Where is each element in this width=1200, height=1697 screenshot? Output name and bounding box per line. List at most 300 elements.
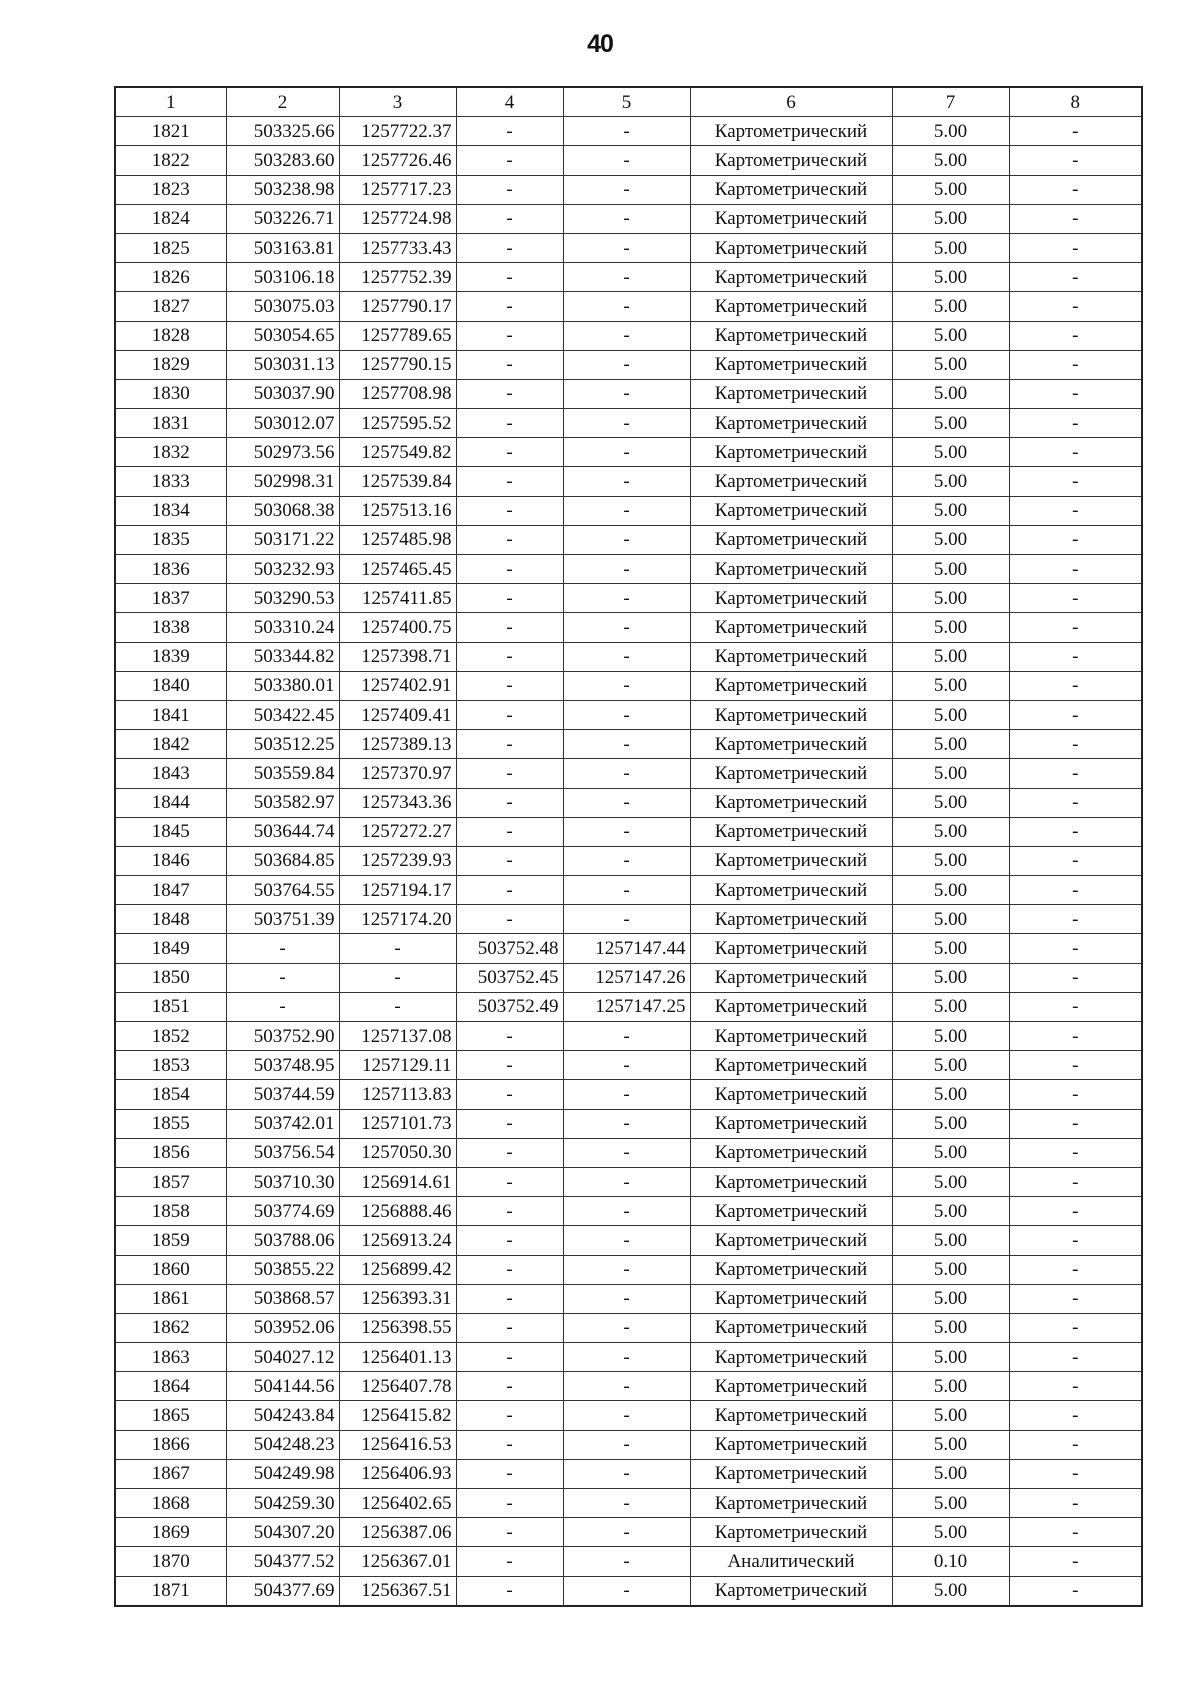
accuracy-cell: 5.00	[892, 613, 1009, 642]
x-coordinate-cell: -	[226, 963, 339, 992]
y-new-cell: -	[563, 1080, 690, 1109]
accuracy-cell: 5.00	[892, 759, 1009, 788]
y-new-cell: -	[563, 788, 690, 817]
description-cell: -	[1009, 700, 1142, 729]
method-cell: Картометрический	[690, 1401, 892, 1430]
method-cell: Картометрический	[690, 555, 892, 584]
y-coordinate-cell: 1257402.91	[339, 671, 456, 700]
point-number-cell: 1862	[115, 1313, 226, 1342]
method-cell: Картометрический	[690, 1430, 892, 1459]
method-cell: Картометрический	[690, 146, 892, 175]
table-row	[115, 496, 1142, 525]
description-cell: -	[1009, 204, 1142, 233]
point-number-cell: 1828	[115, 321, 226, 350]
table-row	[115, 175, 1142, 204]
y-new-cell: -	[563, 1372, 690, 1401]
x-new-cell: -	[456, 1255, 563, 1284]
y-coordinate-cell: -	[339, 934, 456, 963]
y-new-cell: -	[563, 146, 690, 175]
x-new-cell: -	[456, 1284, 563, 1313]
y-coordinate-cell: 1256393.31	[339, 1284, 456, 1313]
coordinates-table	[114, 86, 1143, 1607]
point-number-cell: 1854	[115, 1080, 226, 1109]
method-cell: Картометрический	[690, 905, 892, 934]
x-coordinate-cell: 503742.01	[226, 1109, 339, 1138]
accuracy-cell: 5.00	[892, 1226, 1009, 1255]
description-cell: -	[1009, 1343, 1142, 1372]
method-cell: Картометрический	[690, 1518, 892, 1547]
column-header: 4	[456, 87, 563, 117]
y-coordinate-cell: 1257343.36	[339, 788, 456, 817]
table-row	[115, 876, 1142, 905]
accuracy-cell: 5.00	[892, 1284, 1009, 1313]
x-new-cell: -	[456, 350, 563, 379]
table-row	[115, 700, 1142, 729]
accuracy-cell: 5.00	[892, 1051, 1009, 1080]
column-header: 1	[115, 87, 226, 117]
accuracy-cell: 5.00	[892, 788, 1009, 817]
x-new-cell: -	[456, 1138, 563, 1167]
x-coordinate-cell: 503037.90	[226, 379, 339, 408]
y-new-cell: -	[563, 204, 690, 233]
point-number-cell: 1826	[115, 263, 226, 292]
y-coordinate-cell: 1257752.39	[339, 263, 456, 292]
x-coordinate-cell: 503054.65	[226, 321, 339, 350]
description-cell: -	[1009, 1576, 1142, 1606]
x-new-cell: -	[456, 1489, 563, 1518]
y-new-cell: -	[563, 1489, 690, 1518]
description-cell: -	[1009, 467, 1142, 496]
point-number-cell: 1869	[115, 1518, 226, 1547]
y-new-cell: -	[563, 1459, 690, 1488]
y-new-cell: -	[563, 1022, 690, 1051]
x-new-cell: -	[456, 642, 563, 671]
point-number-cell: 1832	[115, 438, 226, 467]
y-new-cell: -	[563, 846, 690, 875]
x-coordinate-cell: 503106.18	[226, 263, 339, 292]
method-cell: Картометрический	[690, 1167, 892, 1196]
x-coordinate-cell: 503283.60	[226, 146, 339, 175]
y-new-cell: -	[563, 263, 690, 292]
description-cell: -	[1009, 1022, 1142, 1051]
point-number-cell: 1844	[115, 788, 226, 817]
column-header: 2	[226, 87, 339, 117]
y-coordinate-cell: -	[339, 992, 456, 1021]
method-cell: Картометрический	[690, 233, 892, 262]
description-cell: -	[1009, 1459, 1142, 1488]
x-new-cell: -	[456, 233, 563, 262]
y-new-cell: -	[563, 700, 690, 729]
x-new-cell: -	[456, 1372, 563, 1401]
x-coordinate-cell: 503952.06	[226, 1313, 339, 1342]
y-new-cell: -	[563, 321, 690, 350]
table-row	[115, 117, 1142, 146]
x-new-cell: -	[456, 1109, 563, 1138]
x-new-cell: -	[456, 876, 563, 905]
method-cell: Картометрический	[690, 292, 892, 321]
x-coordinate-cell: 504377.69	[226, 1576, 339, 1606]
x-new-cell: -	[456, 1459, 563, 1488]
point-number-cell: 1864	[115, 1372, 226, 1401]
method-cell: Картометрический	[690, 876, 892, 905]
x-new-cell: -	[456, 671, 563, 700]
description-cell: -	[1009, 350, 1142, 379]
table-row	[115, 1138, 1142, 1167]
method-cell: Картометрический	[690, 934, 892, 963]
accuracy-cell: 5.00	[892, 876, 1009, 905]
method-cell: Картометрический	[690, 671, 892, 700]
method-cell: Картометрический	[690, 992, 892, 1021]
description-cell: -	[1009, 146, 1142, 175]
accuracy-cell: 5.00	[892, 321, 1009, 350]
accuracy-cell: 5.00	[892, 700, 1009, 729]
accuracy-cell: 5.00	[892, 584, 1009, 613]
accuracy-cell: 0.10	[892, 1547, 1009, 1576]
description-cell: -	[1009, 671, 1142, 700]
x-coordinate-cell: 504144.56	[226, 1372, 339, 1401]
point-number-cell: 1856	[115, 1138, 226, 1167]
x-coordinate-cell: 503756.54	[226, 1138, 339, 1167]
y-coordinate-cell: 1257717.23	[339, 175, 456, 204]
description-cell: -	[1009, 321, 1142, 350]
y-coordinate-cell: 1257790.17	[339, 292, 456, 321]
accuracy-cell: 5.00	[892, 1372, 1009, 1401]
accuracy-cell: 5.00	[892, 496, 1009, 525]
description-cell: -	[1009, 525, 1142, 554]
point-number-cell: 1868	[115, 1489, 226, 1518]
x-coordinate-cell: 503684.85	[226, 846, 339, 875]
x-coordinate-cell: 503310.24	[226, 613, 339, 642]
method-cell: Картометрический	[690, 350, 892, 379]
y-new-cell: -	[563, 817, 690, 846]
x-new-cell: 503752.49	[456, 992, 563, 1021]
point-number-cell: 1853	[115, 1051, 226, 1080]
point-number-cell: 1871	[115, 1576, 226, 1606]
description-cell: -	[1009, 817, 1142, 846]
x-new-cell: -	[456, 905, 563, 934]
x-new-cell: -	[456, 584, 563, 613]
accuracy-cell: 5.00	[892, 963, 1009, 992]
table-row	[115, 1255, 1142, 1284]
y-new-cell: -	[563, 117, 690, 146]
x-coordinate-cell: 503868.57	[226, 1284, 339, 1313]
table-body	[115, 117, 1142, 1606]
point-number-cell: 1827	[115, 292, 226, 321]
point-number-cell: 1824	[115, 204, 226, 233]
y-new-cell: -	[563, 642, 690, 671]
method-cell: Картометрический	[690, 730, 892, 759]
table-row	[115, 1080, 1142, 1109]
x-coordinate-cell: 503559.84	[226, 759, 339, 788]
table-row	[115, 1489, 1142, 1518]
y-new-cell: -	[563, 496, 690, 525]
accuracy-cell: 5.00	[892, 1459, 1009, 1488]
y-coordinate-cell: 1256407.78	[339, 1372, 456, 1401]
x-coordinate-cell: 503764.55	[226, 876, 339, 905]
table-row	[115, 963, 1142, 992]
x-new-cell: -	[456, 467, 563, 496]
method-cell: Картометрический	[690, 1255, 892, 1284]
accuracy-cell: 5.00	[892, 525, 1009, 554]
table-row	[115, 379, 1142, 408]
x-new-cell: -	[456, 292, 563, 321]
x-coordinate-cell: 503290.53	[226, 584, 339, 613]
accuracy-cell: 5.00	[892, 730, 1009, 759]
x-new-cell: -	[456, 555, 563, 584]
accuracy-cell: 5.00	[892, 409, 1009, 438]
y-new-cell: 1257147.25	[563, 992, 690, 1021]
y-coordinate-cell: 1257789.65	[339, 321, 456, 350]
point-number-cell: 1830	[115, 379, 226, 408]
table-row	[115, 1372, 1142, 1401]
y-coordinate-cell: 1257595.52	[339, 409, 456, 438]
x-new-cell: -	[456, 409, 563, 438]
method-cell: Картометрический	[690, 175, 892, 204]
table-header-row	[115, 87, 1142, 117]
description-cell: -	[1009, 1401, 1142, 1430]
y-coordinate-cell: 1257724.98	[339, 204, 456, 233]
description-cell: -	[1009, 730, 1142, 759]
description-cell: -	[1009, 584, 1142, 613]
x-new-cell: -	[456, 204, 563, 233]
page-number: 40	[587, 30, 613, 58]
point-number-cell: 1863	[115, 1343, 226, 1372]
description-cell: -	[1009, 1372, 1142, 1401]
table-row	[115, 1167, 1142, 1196]
method-cell: Картометрический	[690, 321, 892, 350]
point-number-cell: 1855	[115, 1109, 226, 1138]
y-new-cell: -	[563, 905, 690, 934]
point-number-cell: 1840	[115, 671, 226, 700]
point-number-cell: 1870	[115, 1547, 226, 1576]
point-number-cell: 1867	[115, 1459, 226, 1488]
point-number-cell: 1866	[115, 1430, 226, 1459]
accuracy-cell: 5.00	[892, 175, 1009, 204]
y-coordinate-cell: 1256367.01	[339, 1547, 456, 1576]
table-row	[115, 1401, 1142, 1430]
accuracy-cell: 5.00	[892, 1022, 1009, 1051]
method-cell: Картометрический	[690, 204, 892, 233]
table-row	[115, 1313, 1142, 1342]
table-row	[115, 204, 1142, 233]
y-coordinate-cell: 1257370.97	[339, 759, 456, 788]
accuracy-cell: 5.00	[892, 555, 1009, 584]
y-coordinate-cell: 1257733.43	[339, 233, 456, 262]
point-number-cell: 1829	[115, 350, 226, 379]
x-new-cell: -	[456, 496, 563, 525]
x-coordinate-cell: 503012.07	[226, 409, 339, 438]
description-cell: -	[1009, 438, 1142, 467]
description-cell: -	[1009, 409, 1142, 438]
method-cell: Картометрический	[690, 117, 892, 146]
y-new-cell: 1257147.44	[563, 934, 690, 963]
table-row	[115, 292, 1142, 321]
column-header: 5	[563, 87, 690, 117]
x-coordinate-cell: 503068.38	[226, 496, 339, 525]
y-new-cell: -	[563, 1051, 690, 1080]
x-new-cell: -	[456, 1226, 563, 1255]
y-coordinate-cell: 1256914.61	[339, 1167, 456, 1196]
method-cell: Картометрический	[690, 1022, 892, 1051]
y-coordinate-cell: 1256367.51	[339, 1576, 456, 1606]
y-coordinate-cell: 1257513.16	[339, 496, 456, 525]
x-coordinate-cell: 504027.12	[226, 1343, 339, 1372]
method-cell: Картометрический	[690, 438, 892, 467]
method-cell: Картометрический	[690, 496, 892, 525]
accuracy-cell: 5.00	[892, 438, 1009, 467]
description-cell: -	[1009, 1109, 1142, 1138]
accuracy-cell: 5.00	[892, 934, 1009, 963]
x-coordinate-cell: 504307.20	[226, 1518, 339, 1547]
y-coordinate-cell: 1257137.08	[339, 1022, 456, 1051]
y-coordinate-cell: 1256899.42	[339, 1255, 456, 1284]
accuracy-cell: 5.00	[892, 992, 1009, 1021]
x-new-cell: -	[456, 700, 563, 729]
x-new-cell: -	[456, 1051, 563, 1080]
x-new-cell: -	[456, 730, 563, 759]
y-new-cell: -	[563, 555, 690, 584]
description-cell: -	[1009, 263, 1142, 292]
x-coordinate-cell: 502998.31	[226, 467, 339, 496]
y-coordinate-cell: 1257101.73	[339, 1109, 456, 1138]
x-coordinate-cell: 503163.81	[226, 233, 339, 262]
x-coordinate-cell: -	[226, 992, 339, 1021]
point-number-cell: 1852	[115, 1022, 226, 1051]
table-row	[115, 525, 1142, 554]
y-new-cell: -	[563, 379, 690, 408]
table-row	[115, 1547, 1142, 1576]
description-cell: -	[1009, 1489, 1142, 1518]
y-coordinate-cell: 1256387.06	[339, 1518, 456, 1547]
description-cell: -	[1009, 642, 1142, 671]
y-new-cell: -	[563, 613, 690, 642]
y-coordinate-cell: 1257194.17	[339, 876, 456, 905]
y-coordinate-cell: 1256398.55	[339, 1313, 456, 1342]
y-new-cell: -	[563, 1197, 690, 1226]
y-new-cell: -	[563, 1343, 690, 1372]
x-coordinate-cell: 503582.97	[226, 788, 339, 817]
method-cell: Картометрический	[690, 1051, 892, 1080]
table-row	[115, 1109, 1142, 1138]
x-coordinate-cell: 504259.30	[226, 1489, 339, 1518]
y-new-cell: -	[563, 1255, 690, 1284]
method-cell: Картометрический	[690, 788, 892, 817]
x-coordinate-cell: 504243.84	[226, 1401, 339, 1430]
table-row	[115, 1226, 1142, 1255]
x-new-cell: -	[456, 759, 563, 788]
y-coordinate-cell: 1257272.27	[339, 817, 456, 846]
method-cell: Картометрический	[690, 1576, 892, 1606]
y-coordinate-cell: 1257239.93	[339, 846, 456, 875]
x-new-cell: -	[456, 1547, 563, 1576]
point-number-cell: 1831	[115, 409, 226, 438]
accuracy-cell: 5.00	[892, 1401, 1009, 1430]
y-coordinate-cell: 1256913.24	[339, 1226, 456, 1255]
y-coordinate-cell: 1256415.82	[339, 1401, 456, 1430]
table-row	[115, 263, 1142, 292]
y-new-cell: -	[563, 1313, 690, 1342]
y-coordinate-cell: 1256888.46	[339, 1197, 456, 1226]
y-new-cell: -	[563, 525, 690, 554]
table-row	[115, 1459, 1142, 1488]
table-row	[115, 1197, 1142, 1226]
x-coordinate-cell: 503788.06	[226, 1226, 339, 1255]
table-row	[115, 934, 1142, 963]
description-cell: -	[1009, 992, 1142, 1021]
description-cell: -	[1009, 1284, 1142, 1313]
description-cell: -	[1009, 117, 1142, 146]
x-coordinate-cell: 503710.30	[226, 1167, 339, 1196]
accuracy-cell: 5.00	[892, 204, 1009, 233]
method-cell: Картометрический	[690, 846, 892, 875]
table-row	[115, 438, 1142, 467]
table-row	[115, 1284, 1142, 1313]
x-coordinate-cell: 503744.59	[226, 1080, 339, 1109]
point-number-cell: 1837	[115, 584, 226, 613]
method-cell: Картометрический	[690, 1459, 892, 1488]
y-coordinate-cell: 1257411.85	[339, 584, 456, 613]
x-coordinate-cell: 503380.01	[226, 671, 339, 700]
y-coordinate-cell: 1257722.37	[339, 117, 456, 146]
x-coordinate-cell: 503855.22	[226, 1255, 339, 1284]
method-cell: Картометрический	[690, 817, 892, 846]
table-row	[115, 1430, 1142, 1459]
y-coordinate-cell: 1257708.98	[339, 379, 456, 408]
x-new-cell: -	[456, 379, 563, 408]
table-row	[115, 1343, 1142, 1372]
accuracy-cell: 5.00	[892, 1109, 1009, 1138]
point-number-cell: 1846	[115, 846, 226, 875]
x-coordinate-cell: 503232.93	[226, 555, 339, 584]
point-number-cell: 1857	[115, 1167, 226, 1196]
y-coordinate-cell: 1257113.83	[339, 1080, 456, 1109]
y-new-cell: -	[563, 876, 690, 905]
table-row	[115, 1518, 1142, 1547]
accuracy-cell: 5.00	[892, 642, 1009, 671]
method-cell: Картометрический	[690, 963, 892, 992]
accuracy-cell: 5.00	[892, 146, 1009, 175]
y-coordinate-cell: 1257539.84	[339, 467, 456, 496]
accuracy-cell: 5.00	[892, 1576, 1009, 1606]
column-header: 8	[1009, 87, 1142, 117]
method-cell: Картометрический	[690, 1372, 892, 1401]
point-number-cell: 1865	[115, 1401, 226, 1430]
description-cell: -	[1009, 292, 1142, 321]
x-coordinate-cell: 503226.71	[226, 204, 339, 233]
column-header: 6	[690, 87, 892, 117]
y-new-cell: -	[563, 1518, 690, 1547]
x-new-cell: -	[456, 1343, 563, 1372]
description-cell: -	[1009, 613, 1142, 642]
method-cell: Картометрический	[690, 1138, 892, 1167]
table-row	[115, 905, 1142, 934]
y-coordinate-cell: -	[339, 963, 456, 992]
accuracy-cell: 5.00	[892, 1313, 1009, 1342]
accuracy-cell: 5.00	[892, 905, 1009, 934]
x-coordinate-cell: 503512.25	[226, 730, 339, 759]
description-cell: -	[1009, 379, 1142, 408]
point-number-cell: 1850	[115, 963, 226, 992]
y-new-cell: -	[563, 233, 690, 262]
x-new-cell: -	[456, 321, 563, 350]
x-coordinate-cell: 503325.66	[226, 117, 339, 146]
y-coordinate-cell: 1257465.45	[339, 555, 456, 584]
point-number-cell: 1835	[115, 525, 226, 554]
y-coordinate-cell: 1257400.75	[339, 613, 456, 642]
x-coordinate-cell: 503344.82	[226, 642, 339, 671]
description-cell: -	[1009, 846, 1142, 875]
table-row	[115, 1576, 1142, 1606]
